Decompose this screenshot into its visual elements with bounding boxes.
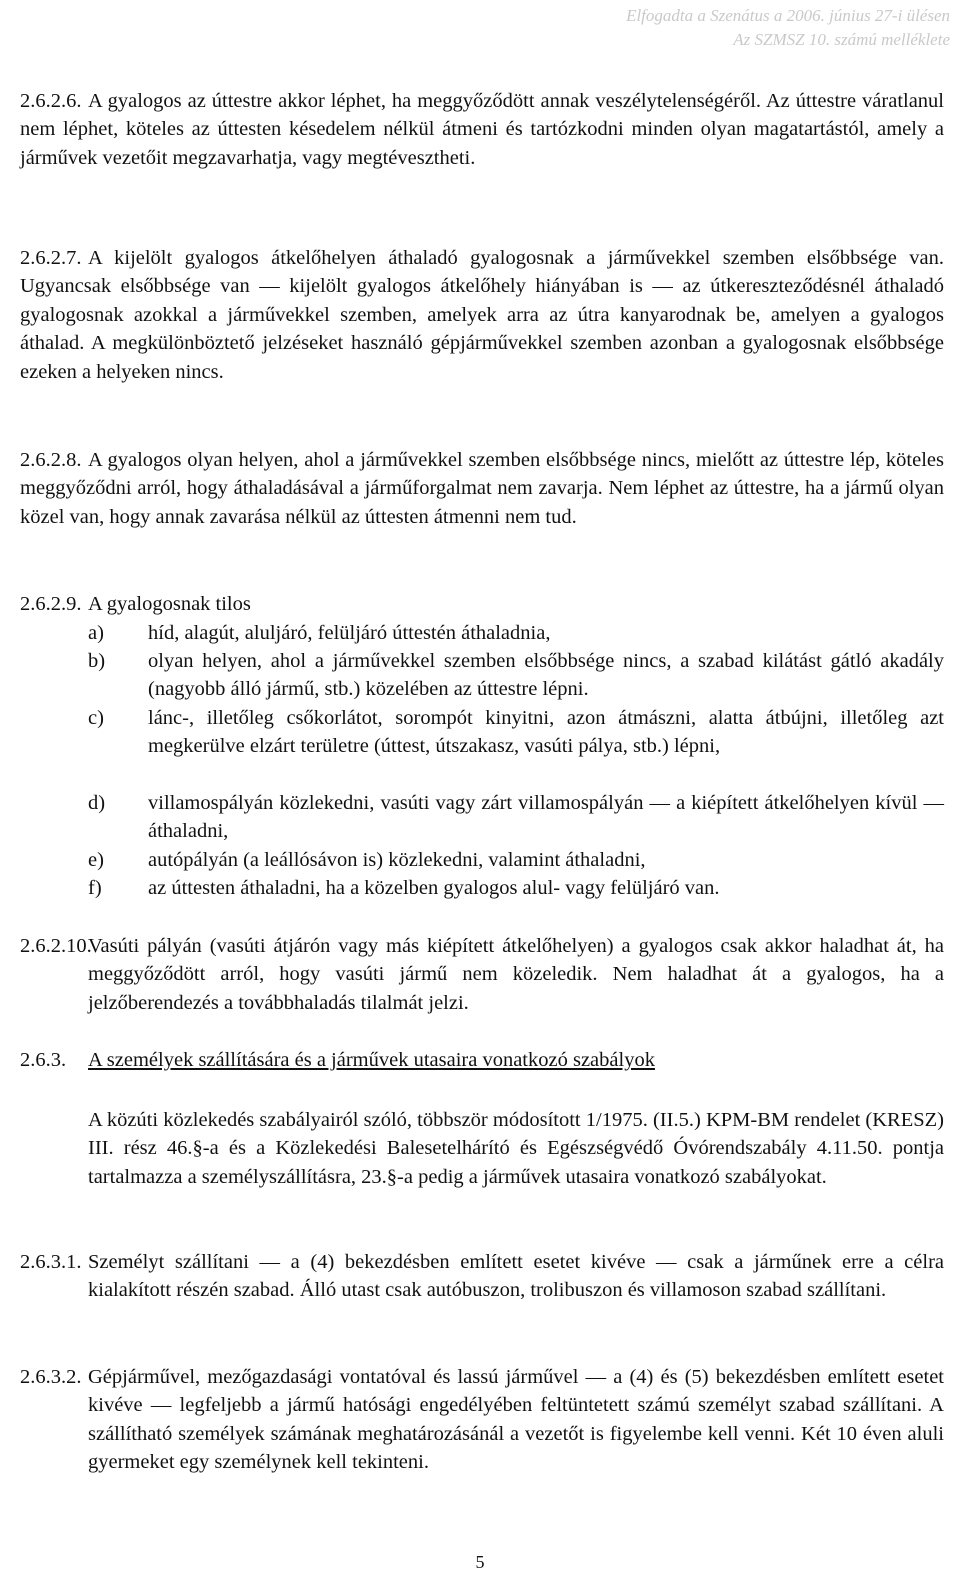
section-number: 2.6.3.1. bbox=[20, 1251, 82, 1273]
section-text: Vasúti pályán (vasúti átjárón vagy más kiépített átkelőhelyen) a gyalogos csak akkor haladhat át, ha meggyőződött arról, hogy vasúti jármű nem közeledik. Nem haladhat át a gyalogos, ha a jelzőberendezés a továbbhaladás tilalmát jelzi. bbox=[88, 935, 944, 1014]
section-text: Gépjárművel, mezőgazdasági vontatóval és lassú járművel — a (4) és (5) bekezdésben említett esetet kivéve — legfeljebb a jármű hatósági engedélyében feltüntetett számú személyt szabad szállítani. A szállítható személyek számának meghatározásánál a vezetőt is figyelembe kell venni. Két 10 éven aluli gyermeket egy személynek kell tekinteni. bbox=[88, 1366, 944, 1474]
section-number: 2.6.2.9. bbox=[20, 593, 82, 615]
section-text: A közúti közlekedés szabályairól szóló, többször módosított 1/1975. (II.5.) KPM-BM rendelet (KRESZ) III. rész 46.§-a és a Közlekedési Balesetelhárító és Egészségvédő Óvórendszabály 4.11.50. pontja tartalmazza a személyszállításra, 23.§-a pedig a járművek utasaira vonatkozó szabályokat. bbox=[88, 1109, 944, 1188]
list-item-label: e) bbox=[88, 849, 104, 871]
list-item-text: autópályán (a leállósávon is) közlekedni, valamint áthaladni, bbox=[148, 849, 646, 871]
list-item-label: a) bbox=[88, 622, 104, 644]
list-item-label: f) bbox=[88, 877, 102, 899]
list-item-label: b) bbox=[88, 650, 106, 672]
page-header bbox=[626, 4, 950, 52]
section-text bbox=[20, 446, 944, 531]
list-item-text: olyan helyen, ahol a járművekkel szemben elsőbbsége nincs, a szabad kilátást gátló akadály (nagyobb álló jármű, stb.) közelében az úttestre lépni. bbox=[148, 650, 944, 701]
list-item-label: c) bbox=[88, 707, 104, 729]
section-title: A személyek szállítására és a járművek utasaira vonatkozó szabályok bbox=[88, 1049, 655, 1071]
header-line-2: Az SZMSZ 10. számú melléklete bbox=[733, 30, 950, 49]
section-body: A gyalogos az úttestre akkor léphet, ha meggyőződött annak veszélytelenségéről. Az úttestre váratlanul nem léphet, köteles az úttesten késedelem nélkül átmeni és tartózkodni minden olyan magatartástól, amely a járművek vezetőit megzavarhatja, vagy megtévesztheti. bbox=[20, 90, 944, 169]
section-number: 2.6.2.6. bbox=[20, 90, 82, 112]
section-intro: A gyalogosnak tilos bbox=[88, 593, 251, 615]
list-item-text: villamospályán közlekedni, vasúti vagy zárt villamospályán — a kiépített átkelőhelyen kívül — áthaladni, bbox=[148, 792, 944, 843]
section-text bbox=[20, 244, 944, 386]
section-text bbox=[20, 87, 944, 172]
section-body: A kijelölt gyalogos átkelőhelyen áthaladó gyalogosnak a járművekkel szemben elsőbbsége van. Ugyancsak elsőbbsége van — kijelölt gyalogos átkelőhely hiányában is — az útkereszteződésnél áthaladó gyalogosnak azokkal a járművekkel szemben, amelyek arra az útra kanyarodnak be, amelyen a gyalogos áthalad. A megkülönböztető jelzéseket használó gépjárművekkel szemben azonban a gyalogosnak elsőbbsége ezeken a helyeken nincs. bbox=[20, 247, 944, 383]
list-item-label: d) bbox=[88, 792, 106, 814]
section-number: 2.6.2.10. bbox=[20, 935, 92, 957]
header-line-1: Elfogadta a Szenátus a 2006. június 27-i ülésen bbox=[626, 6, 950, 25]
page-number: 5 bbox=[475, 1552, 485, 1572]
section-number: 2.6.3.2. bbox=[20, 1366, 82, 1388]
list-item-text: lánc-, illetőleg csőkorlátot, sorompót kinyitni, azon átmászni, alatta átbújni, illetőleg azt megkerülve elzárt területre (úttest, útszakasz, vasúti pálya, stb.) lépni, bbox=[148, 707, 944, 758]
list-item-text: híd, alagút, aluljáró, felüljáró úttestén áthaladnia, bbox=[148, 622, 551, 644]
section-number: 2.6.3. bbox=[20, 1049, 67, 1071]
list-item-text: az úttesten áthaladni, ha a közelben gyalogos alul- vagy felüljáró van. bbox=[148, 877, 720, 899]
section-number: 2.6.2.7. bbox=[20, 247, 82, 269]
section-number: 2.6.2.8. bbox=[20, 449, 82, 471]
section-body: A gyalogos olyan helyen, ahol a járművekkel szemben elsőbbsége nincs, mielőtt az úttestre lép, köteles meggyőződni arról, hogy áthaladásával a járműforgalmat nem zavarja. Nem léphet az úttestre, ha a jármű olyan közel van, hogy annak zavarása nélkül az úttesten átmenni nem tud. bbox=[20, 449, 944, 528]
section-text: Személyt szállítani — a (4) bekezdésben említett esetet kivéve — csak a járműnek erre a célra kialakított részén szabad. Álló utast csak autóbuszon, trolibuszon és villamoson szabad szállítani. bbox=[88, 1251, 944, 1302]
